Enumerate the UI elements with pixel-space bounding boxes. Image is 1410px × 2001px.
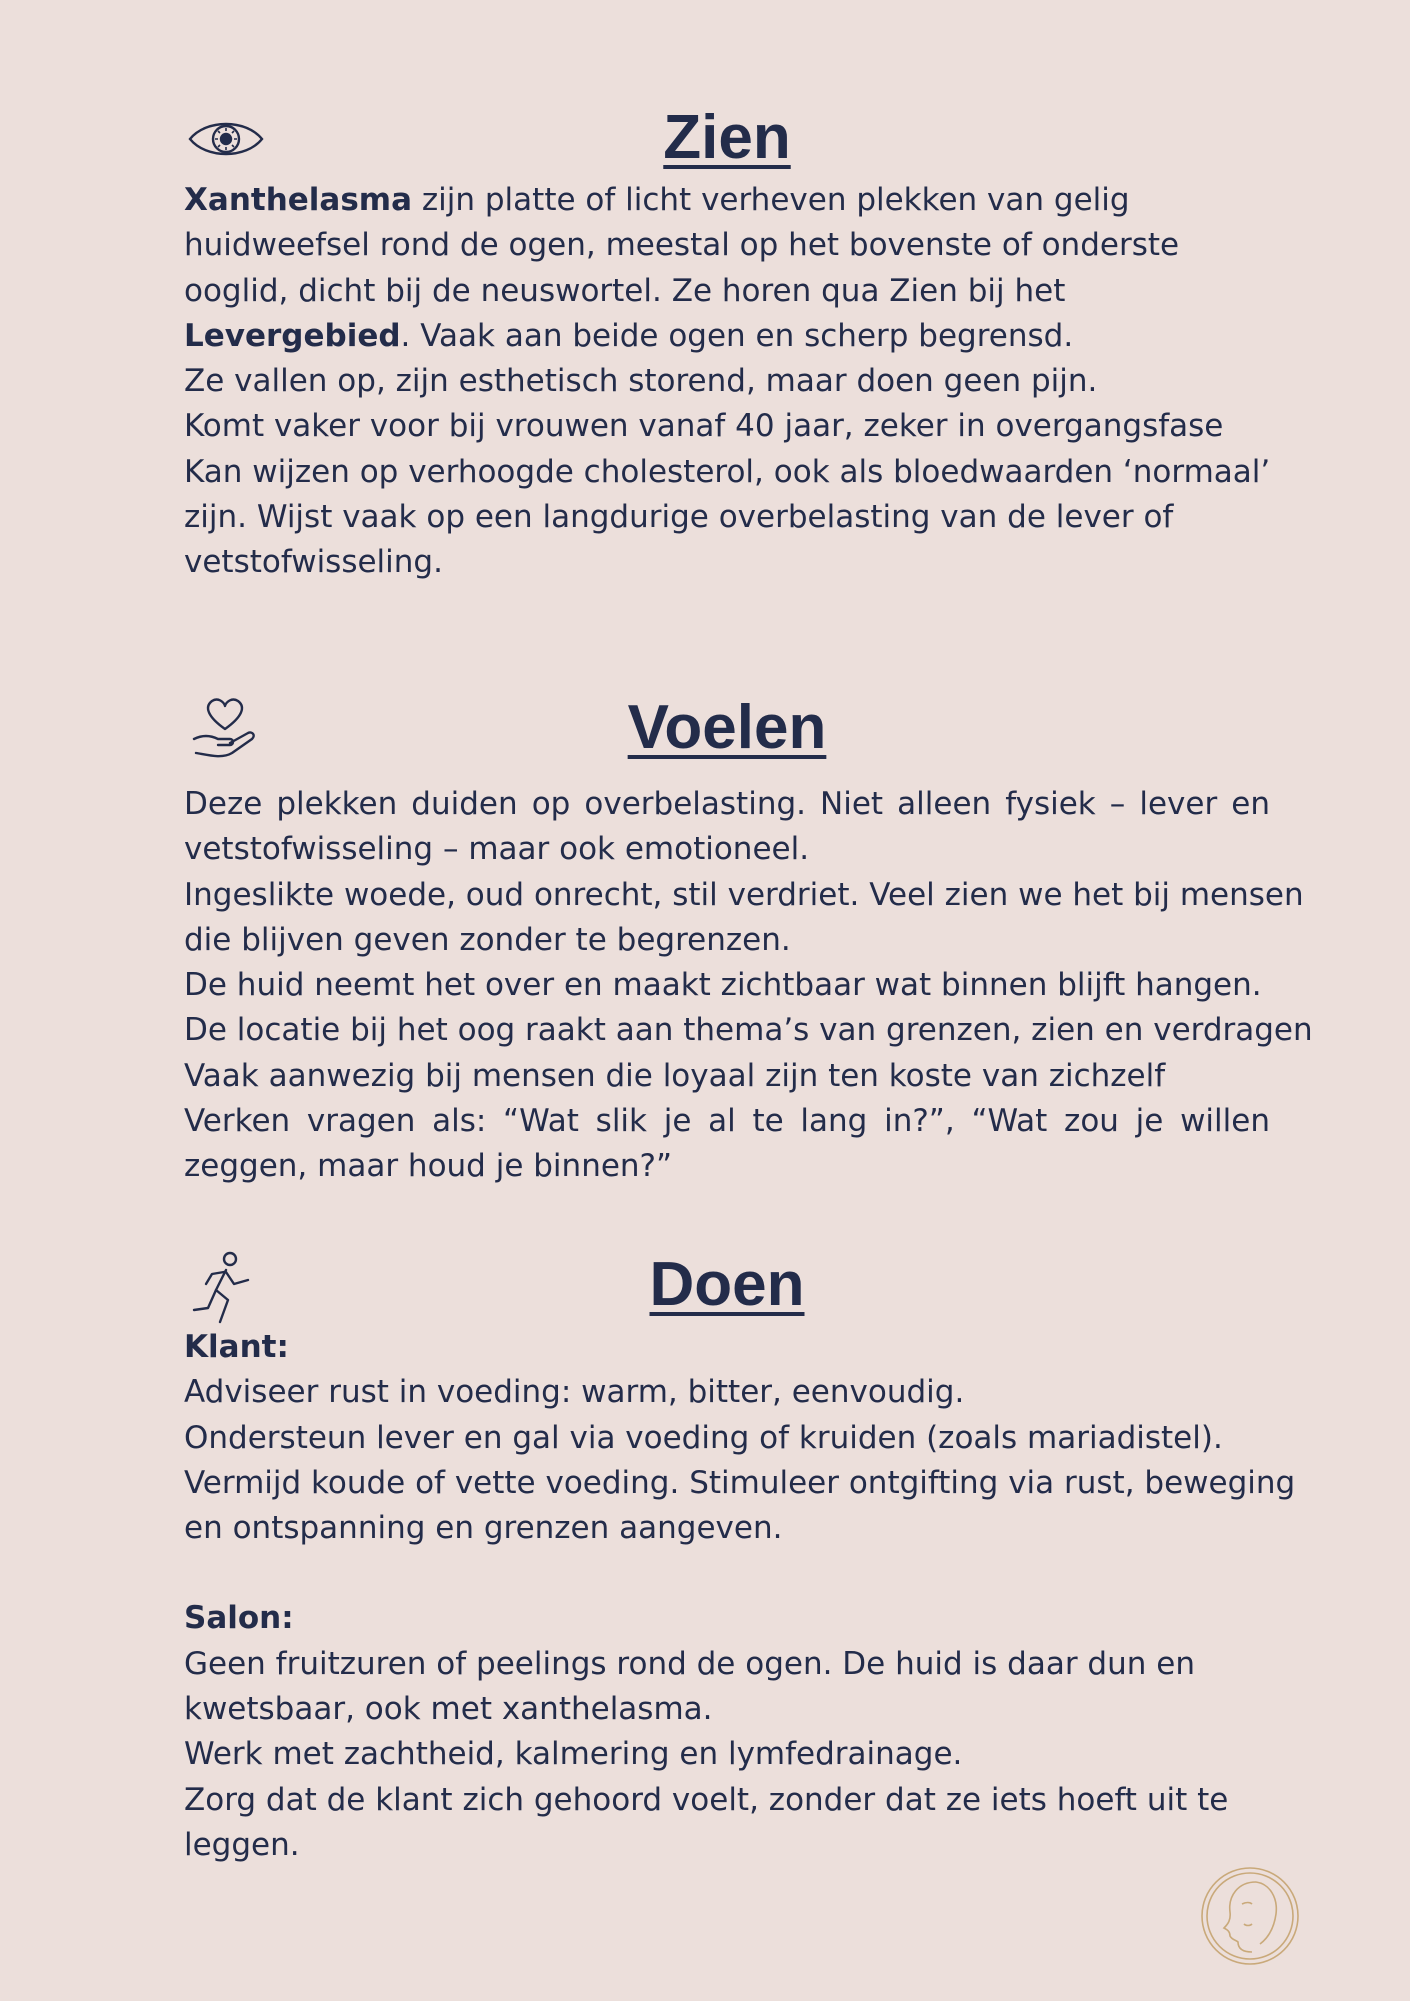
klant-line-3: Vermijd koude of vette voeding. Stimuleer ontgifting via rust, beweging (184, 1464, 1296, 1501)
voelen-text (184, 782, 1313, 1190)
doen-heading-row (184, 1245, 1270, 1325)
salon-line-1: Geen fruitzuren of peelings rond de ogen. De huid is daar dun en (184, 1645, 1195, 1682)
voelen-line-3: Ingeslikte woede, oud onrecht, stil verdriet. Veel zien we het bij mensen (184, 876, 1304, 913)
salon-line-4: Zorg dat de klant zich gehoord voelt, zonder dat ze iets hoeft uit te (184, 1781, 1229, 1818)
voelen-line-8: Verken vragen als: “Wat slik je al te lang in?”, “Wat zou je willen (184, 1103, 1270, 1140)
voelen-line-5: De huid neemt het over en maakt zichtbaar wat binnen blijft hangen. (184, 967, 1262, 1004)
klant-line-4: en ontspanning en grenzen aangeven. (184, 1510, 783, 1547)
zien-term-levergebied: Levergebied (184, 317, 401, 354)
klant-line-2: Ondersteun lever en gal via voeding of kruiden (zoals mariadistel). (184, 1419, 1223, 1456)
zien-line-1: Xanthelasma zijn platte of licht verheven plekken van gelig (184, 182, 1130, 218)
voelen-line-6: De locatie bij het oog raakt aan thema’s van grenzen, zien en verdragen (184, 1012, 1313, 1049)
voelen-line-2: vetstofwisseling – maar ook emotioneel. (184, 831, 810, 868)
section-zien (184, 98, 1270, 586)
salon-label: Salon: (184, 1600, 294, 1637)
zien-line-9: vetstofwisseling. (184, 544, 443, 581)
doen-text (184, 1325, 1296, 1868)
zien-heading-row (184, 98, 1270, 178)
klant-label: Klant: (184, 1329, 289, 1365)
zien-line-6: Komt vaker voor bij vrouwen vanaf 40 jaar, zeker in overgangsfase (184, 408, 1224, 445)
zien-line-3: ooglid, dicht bij de neuswortel. Ze horen qua Zien bij het (184, 272, 1066, 309)
face-profile-logo-icon (1198, 1864, 1302, 1972)
voelen-line-1: Deze plekken duiden op overbelasting. Niet alleen fysiek – lever en (184, 786, 1270, 822)
voelen-title: Voelen (627, 693, 827, 762)
zien-line-8: zijn. Wijst vaak op een langdurige overbelasting van de lever of (184, 499, 1174, 536)
voelen-line-4: die blijven geven zonder te begrenzen. (184, 921, 791, 958)
zien-line-4: Levergebied. Vaak aan beide ogen en scherp begrensd. (184, 317, 1074, 354)
zien-title: Zien (663, 103, 791, 172)
zien-line-7: Kan wijzen op verhoogde cholesterol, ook als bloedwaarden ‘normaal’ (184, 453, 1271, 490)
voelen-line-9: zeggen, maar houd je binnen?” (184, 1148, 673, 1185)
doen-title: Doen (649, 1250, 805, 1319)
zien-line-5: Ze vallen op, zijn esthetisch storend, maar doen geen pijn. (184, 363, 1098, 400)
section-doen (184, 1245, 1296, 1868)
salon-line-3: Werk met zachtheid, kalmering en lymfedrainage. (184, 1736, 963, 1773)
section-voelen (184, 688, 1313, 1190)
salon-line-2: kwetsbaar, ook met xanthelasma. (184, 1691, 713, 1728)
paragraph-gap (184, 1551, 1270, 1596)
zien-text (184, 178, 1270, 586)
klant-line-1: Adviseer rust in voeding: warm, bitter, eenvoudig. (184, 1374, 965, 1411)
salon-line-5: leggen. (184, 1826, 300, 1863)
zien-line-2: huidweefsel rond de ogen, meestal op het bovenste of onderste (184, 227, 1180, 264)
zien-term-xanthelasma: Xanthelasma (184, 182, 413, 218)
voelen-line-7: Vaak aanwezig bij mensen die loyaal zijn ten koste van zichzelf (184, 1057, 1166, 1094)
voelen-heading-row (184, 688, 1270, 768)
